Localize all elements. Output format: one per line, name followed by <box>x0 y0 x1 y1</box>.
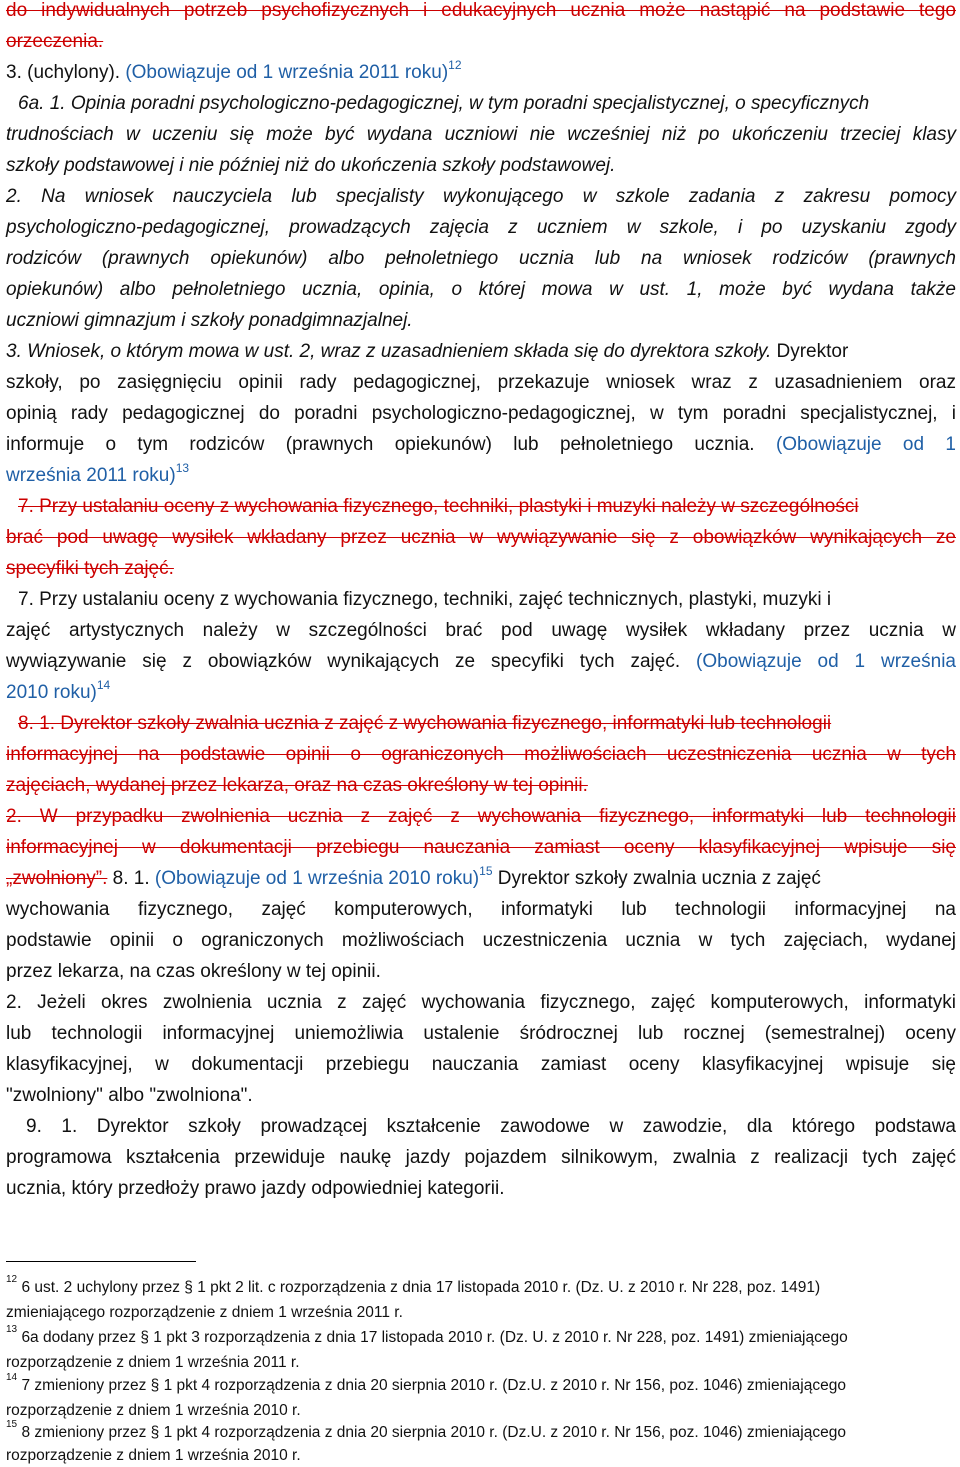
paragraph-6a-line: 3. Wniosek, o którym mowa w ust. 2, wraz z uzasadnieniem składa się do dyrektora szkoły. Dyrektor <box>6 341 849 362</box>
paragraph-9-line: ucznia, który przedłoży prawo jazdy odpowiedniej kategorii. <box>6 1178 505 1199</box>
effective-date-note: (Obowiązuje od 1 września <box>696 651 956 672</box>
footnote-13: $^{13}$ 6a dodany przez § 1 pkt 3 rozporządzenia z dnia 17 listopada 2010 r. (Dz. U. z 2010 r. Nr 228, poz. 1491) zmieniającego <box>6 1323 848 1346</box>
footnote-12-cont: zmieniającego rozporządzenie z dniem 1 września 2011 r. <box>6 1304 403 1321</box>
paragraph-7-line: 7. Przy ustalaniu oceny z wychowania fizycznego, techniki, zajęć technicznych, plastyki, muzyki i <box>18 589 832 610</box>
footnote-separator <box>6 1261 196 1262</box>
footnote-15: $^{15}$ 8 zmieniony przez § 1 pkt 4 rozporządzenia z dnia 20 sierpnia 2010 r. (Dz.U. z 2010 r. Nr 156, poz. 1046) zmieniającego <box>6 1418 846 1441</box>
paragraph-7-line: zajęć artystycznych należy w szczególności brać pod uwagę wysiłek wkładany przez ucznia w <box>6 620 956 641</box>
paragraph-6a-line: informuje o tym rodziców (prawnych opiekunów) lub pełnoletniego ucznia. (Obowiązuje od 1 <box>6 434 956 455</box>
deleted-text-line: do indywidualnych potrzeb psychofizycznych i edukacyjnych ucznia może nastąpić na podstawie tego <box>6 0 956 21</box>
footnote-ref[interactable]: 14 <box>96 677 111 692</box>
paragraph-6a-line: trudnościach w uczeniu się może być wydana uczniowi nie wcześniej niż po ukończeniu trzeciej klasy <box>6 124 956 145</box>
footnote-13-cont: rozporządzenie z dniem 1 września 2011 r. <box>6 1354 300 1371</box>
paragraph-8-line: "zwolniony" albo "zwolniona". <box>6 1085 253 1106</box>
effective-date-note: (Obowiązuje od 1 września 2010 roku) <box>154 868 480 889</box>
footnote-ref[interactable]: 13 <box>175 460 190 475</box>
paragraph-3-line: 3. (uchylony). (Obowiązuje od 1 września 2011 roku)$^{12}$ <box>6 57 462 83</box>
effective-date-note: 2010 roku)$^{14}$ <box>6 677 111 703</box>
paragraph-8-line: „zwolniony”. 8. 1. (Obowiązuje od 1 września 2010 roku)$^{15}$ Dyrektor szkoły zwalnia ucznia z zajęć <box>6 863 821 889</box>
footnote-ref[interactable]: 15 <box>479 863 493 878</box>
paragraph-6a-line: opinią rady pedagogicznej do poradni psychologiczno-pedagogicznej, w tym poradni specjalistycznej, i <box>6 403 956 424</box>
footnote-14: $^{14}$ 7 zmieniony przez § 1 pkt 4 rozporządzenia z dnia 20 sierpnia 2010 r. (Dz.U. z 2010 r. Nr 156, poz. 1046) zmieniającego <box>6 1371 846 1394</box>
footnote-ref[interactable]: 12 <box>448 57 462 72</box>
footnote-15-cont: rozporządzenie z dniem 1 września 2010 r. <box>6 1447 301 1464</box>
deleted-text-line: zajęciach, wydanej przez lekarza, oraz na czas określony w tej opinii. <box>6 775 588 796</box>
paragraph-6a-line: opiekunów) albo pełnoletniego ucznia, opinia, o której mowa w ust. 1, może być wydana także <box>6 279 956 300</box>
paragraph-8-line: przez lekarza, na czas określony w tej opinii. <box>6 961 381 982</box>
paragraph-8-line: klasyfikacyjnej, w dokumentacji przebiegu nauczania zamiast oceny klasyfikacyjnej wpisuje się <box>6 1054 956 1075</box>
deleted-text-line: specyfiki tych zajęć. <box>6 558 174 579</box>
paragraph-9-line: programowa kształcenia przewiduje naukę jazdy pojazdem silnikowym, zwalnia z realizacji tych zajęć <box>6 1147 956 1168</box>
paragraph-8-line: wychowania fizycznego, zajęć komputerowych, informatyki lub technologii informacyjnej na <box>6 899 956 920</box>
deleted-text-line: informacyjnej na podstawie opinii o ograniczonych możliwościach uczestniczenia ucznia w tych <box>6 744 956 765</box>
paragraph-8-line: lub technologii informacyjnej uniemożliwia ustalenie śródrocznej lub rocznej (semestralnej) oceny <box>6 1023 956 1044</box>
paragraph-6a-line: 2. Na wniosek nauczyciela lub specjalisty wykonującego w szkole zadania z zakresu pomocy <box>6 186 956 207</box>
paragraph-6a-line: szkoły, po zasięgnięciu opinii rady pedagogicznej, przekazuje wniosek wraz z uzasadnieniem oraz <box>6 372 956 393</box>
deleted-text-line: 7. Przy ustalaniu oceny z wychowania fizycznego, techniki, plastyki i muzyki należy w szczególności <box>18 496 859 517</box>
paragraph-7-line: wywiązywanie się z obowiązków wynikających ze specyfiki tych zajęć. (Obowiązuje od 1 września <box>6 651 956 672</box>
deleted-text-line: brać pod uwagę wysiłek wkładany przez ucznia w wywiązywanie się z obowiązków wynikających ze <box>6 527 956 548</box>
paragraph-8-line: 2. Jeżeli okres zwolnienia ucznia z zajęć wychowania fizycznego, zajęć komputerowych, informatyki <box>6 992 956 1013</box>
effective-date-note: (Obowiązuje od 1 <box>775 434 956 455</box>
paragraph-9-line: 9. 1. Dyrektor szkoły prowadzącej kształcenie zawodowe w zawodzie, dla którego podstawa <box>26 1116 956 1137</box>
paragraph-6a-line: psychologiczno-pedagogicznej, prowadzących zajęcia z uczniem w szkole, i po uzyskaniu zgody <box>6 217 956 238</box>
paragraph-6a-line: uczniowi gimnazjum i szkoły ponadgimnazjalnej. <box>6 310 413 331</box>
paragraph-6a-line: szkoły podstawowej i nie później niż do ukończenia szkoły podstawowej. <box>6 155 616 176</box>
effective-date-note: września 2011 roku)$^{13}$ <box>6 460 190 486</box>
paragraph-8-line: podstawie opinii o ograniczonych możliwościach uczestniczenia ucznia w tych zajęciach, wydanej <box>6 930 956 951</box>
deleted-text-line: orzeczenia. <box>6 31 104 52</box>
footnote-14-cont: rozporządzenie z dniem 1 września 2010 r. <box>6 1402 301 1419</box>
effective-date-note: (Obowiązuje od 1 września 2011 roku) <box>125 62 449 83</box>
deleted-text-line: informacyjnej w dokumentacji przebiegu nauczania zamiast oceny klasyfikacyjnej wpisuje się <box>6 837 956 858</box>
paragraph-6a-line: 6a. 1. Opinia poradni psychologiczno-pedagogicznej, w tym poradni specjalistycznej, o specyficznych <box>18 93 870 114</box>
footnote-12: $^{12}$ 6 ust. 2 uchylony przez § 1 pkt 2 lit. c rozporządzenia z dnia 17 listopada 2010 r. (Dz. U. z 2010 r. Nr 228, poz. 1491) <box>6 1273 821 1296</box>
deleted-text-line: 8. 1. Dyrektor szkoły zwalnia ucznia z zajęć z wychowania fizycznego, informatyki lub technologii <box>18 713 832 734</box>
deleted-text-line: 2. W przypadku zwolnienia ucznia z zajęć z wychowania fizycznego, informatyki lub technologii <box>6 806 956 827</box>
paragraph-6a-line: rodziców (prawnych opiekunów) albo pełnoletniego ucznia lub na wniosek rodziców (prawnych <box>6 248 956 269</box>
